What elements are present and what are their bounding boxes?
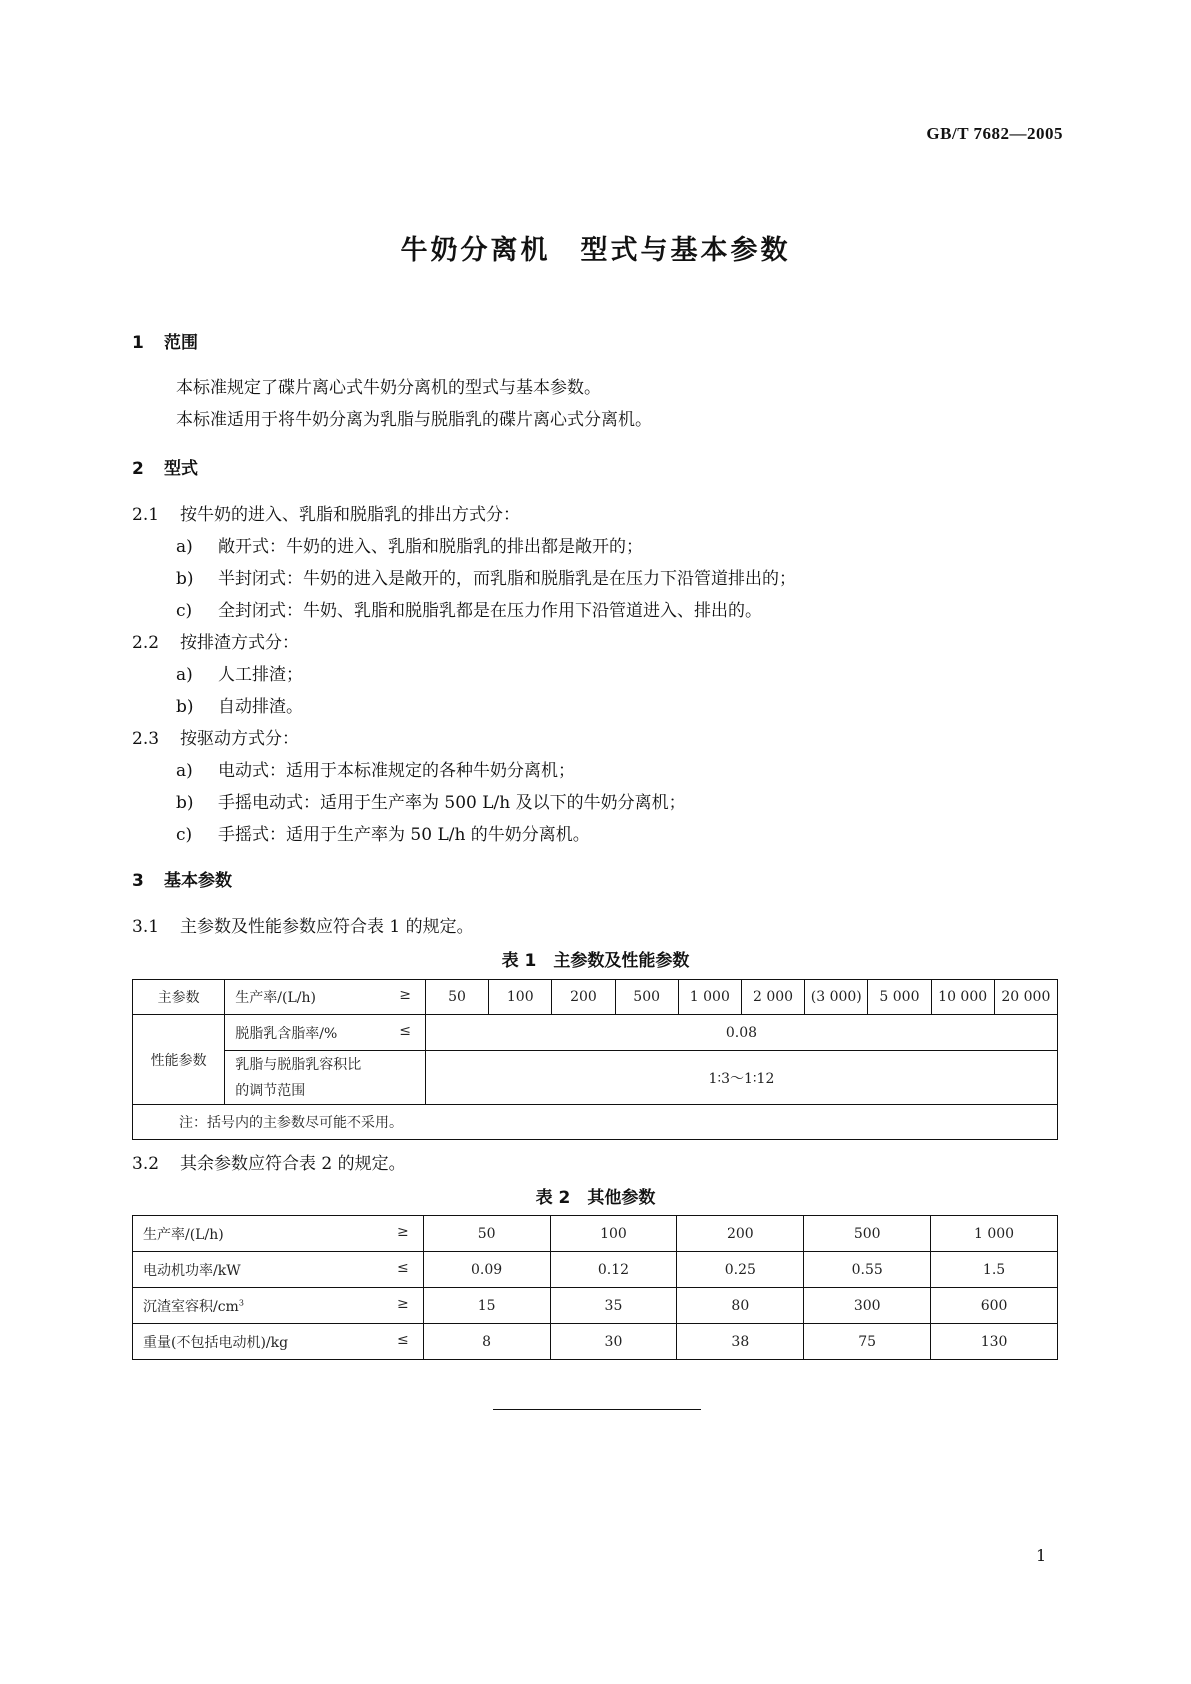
table-cell: 0.55	[804, 1252, 931, 1288]
section-title: 基本参数	[164, 871, 232, 891]
end-rule	[493, 1409, 701, 1410]
list-item	[176, 791, 686, 815]
table-cell: 200	[677, 1216, 804, 1252]
table-cell: 300	[804, 1288, 931, 1324]
section-3-heading	[132, 869, 232, 893]
table-cell: 15	[423, 1288, 550, 1324]
table-cell: 600	[931, 1288, 1058, 1324]
table-cell: 100	[550, 1216, 677, 1252]
rate-value: 5 000	[868, 980, 931, 1015]
perf-param-label: 性能参数	[133, 1015, 225, 1105]
list-text: 半封闭式：牛奶的进入是敞开的，而乳脂和脱脂乳是在压力下沿管道排出的；	[218, 569, 796, 589]
document-title: 牛奶分离机 型式与基本参数	[400, 235, 791, 266]
table-row	[133, 980, 1058, 1015]
clause-3-1	[132, 915, 474, 939]
clause-number: 3.2	[132, 1154, 160, 1174]
clause-text: 按驱动方式分：	[180, 729, 299, 749]
rate-value: 10 000	[931, 980, 994, 1015]
list-text: 人工排渣；	[218, 665, 303, 685]
table-row	[133, 1051, 1058, 1105]
table-cell: 0.09	[423, 1252, 550, 1288]
fat-label-cell	[225, 1015, 426, 1051]
list-marker: b)	[176, 793, 194, 813]
table-cell: 38	[677, 1324, 804, 1360]
ratio-label-cont: 的调节范围	[235, 1082, 306, 1099]
rate-value: 50	[425, 980, 488, 1015]
rate-value: (3 000)	[805, 980, 868, 1015]
list-text: 电动式：适用于本标准规定的各种牛奶分离机；	[218, 761, 575, 781]
table-row	[133, 1216, 1058, 1252]
table-cell: 80	[677, 1288, 804, 1324]
page-number: 1	[1036, 1546, 1047, 1565]
table-row	[133, 1015, 1058, 1051]
clause-3-2	[132, 1152, 406, 1176]
table-cell: 0.25	[677, 1252, 804, 1288]
list-item	[176, 759, 575, 783]
table-cell: 50	[423, 1216, 550, 1252]
list-item	[176, 695, 303, 719]
table-row	[133, 1105, 1058, 1140]
section-1-heading	[132, 331, 198, 355]
section-title: 范围	[164, 333, 198, 353]
table-2-caption: 表 2 其他参数	[535, 1188, 656, 1208]
table-cell: 8	[423, 1324, 550, 1360]
main-param-label: 主参数	[133, 980, 225, 1015]
table-1-caption: 表 1 主参数及性能参数	[501, 951, 690, 971]
rate-label: 生产率/(L/h)	[235, 990, 316, 1006]
list-marker: c)	[176, 601, 193, 621]
list-item	[176, 823, 590, 847]
table-cell: 130	[931, 1324, 1058, 1360]
section-title: 型式	[164, 459, 198, 479]
superscript: 3	[238, 1297, 244, 1307]
clause-text: 按牛奶的进入、乳脂和脱脂乳的排出方式分：	[180, 505, 520, 525]
list-item	[176, 599, 762, 623]
list-text: 敞开式：牛奶的进入、乳脂和脱脂乳的排出都是敞开的；	[218, 537, 643, 557]
clause-2-2	[132, 631, 299, 655]
section-2-heading	[132, 457, 198, 481]
rate-label-cell	[225, 980, 426, 1015]
table-cell: 0.12	[550, 1252, 677, 1288]
row-label-cell	[133, 1324, 424, 1360]
row-label: 重量(不包括电动机)/kg	[143, 1334, 289, 1351]
row-label-cell	[133, 1252, 424, 1288]
table-row	[133, 1288, 1058, 1324]
rate-value: 200	[552, 980, 615, 1015]
fat-symbol: ≤	[399, 1022, 411, 1039]
table-cell: 30	[550, 1324, 677, 1360]
list-item	[176, 663, 303, 687]
table-cell: 500	[804, 1216, 931, 1252]
rate-value: 500	[615, 980, 678, 1015]
list-marker: c)	[176, 825, 193, 845]
row-symbol: ≤	[396, 1331, 409, 1348]
list-item	[176, 567, 796, 591]
list-text: 手摇式：适用于生产率为 50 L/h 的牛奶分离机。	[218, 825, 590, 845]
list-text: 自动排渣。	[218, 697, 303, 717]
ratio-value: 1∶3～1∶12	[425, 1051, 1057, 1105]
row-symbol: ≥	[396, 1295, 409, 1312]
clause-text: 其余参数应符合表 2 的规定。	[180, 1154, 406, 1174]
clause-2-1	[132, 503, 520, 527]
paragraph: 本标准规定了碟片离心式牛奶分离机的型式与基本参数。	[176, 378, 601, 398]
list-marker: a)	[176, 537, 193, 557]
clause-number: 2.1	[132, 505, 160, 525]
table-1	[132, 979, 1058, 1140]
ratio-label-cell	[225, 1051, 426, 1105]
table-cell: 1.5	[931, 1252, 1058, 1288]
table-cell: 1 000	[931, 1216, 1058, 1252]
row-label: 生产率/(L/h)	[143, 1226, 224, 1243]
table-2	[132, 1215, 1058, 1360]
clause-2-3	[132, 727, 299, 751]
list-marker: b)	[176, 569, 194, 589]
rate-value: 100	[489, 980, 552, 1015]
section-number: 1	[132, 333, 144, 353]
rate-value: 20 000	[994, 980, 1057, 1015]
clause-text: 主参数及性能参数应符合表 1 的规定。	[180, 917, 474, 937]
table-cell: 75	[804, 1324, 931, 1360]
row-symbol: ≥	[396, 1223, 409, 1240]
row-label-cell	[133, 1216, 424, 1252]
list-text: 手摇电动式：适用于生产率为 500 L/h 及以下的牛奶分离机；	[218, 793, 686, 813]
table-row	[133, 1324, 1058, 1360]
list-marker: a)	[176, 665, 193, 685]
row-label: 沉渣室容积/cm	[143, 1298, 239, 1315]
fat-value: 0.08	[425, 1015, 1057, 1051]
clause-number: 3.1	[132, 917, 160, 937]
row-label-cell	[133, 1288, 424, 1324]
list-text: 全封闭式：牛奶、乳脂和脱脂乳都是在压力作用下沿管道进入、排出的。	[218, 601, 762, 621]
ratio-label: 乳脂与脱脂乳容积比	[235, 1056, 362, 1073]
standard-code: GB/T 7682—2005	[926, 124, 1063, 143]
paragraph: 本标准适用于将牛奶分离为乳脂与脱脂乳的碟片离心式分离机。	[176, 410, 652, 430]
clause-number: 2.3	[132, 729, 160, 749]
row-label: 电动机功率/kW	[143, 1262, 241, 1279]
row-symbol: ≤	[396, 1259, 409, 1276]
clause-text: 按排渣方式分：	[180, 633, 299, 653]
rate-symbol: ≥	[399, 987, 411, 1003]
list-marker: a)	[176, 761, 193, 781]
section-number: 3	[132, 871, 144, 891]
list-marker: b)	[176, 697, 194, 717]
table-cell: 35	[550, 1288, 677, 1324]
rate-value: 1 000	[678, 980, 741, 1015]
fat-label: 脱脂乳含脂率/%	[235, 1025, 338, 1042]
list-item	[176, 535, 643, 559]
table-note: 注：括号内的主参数尽可能不采用。	[133, 1105, 1058, 1140]
table-row	[133, 1252, 1058, 1288]
section-number: 2	[132, 459, 144, 479]
rate-value: 2 000	[741, 980, 804, 1015]
clause-number: 2.2	[132, 633, 160, 653]
